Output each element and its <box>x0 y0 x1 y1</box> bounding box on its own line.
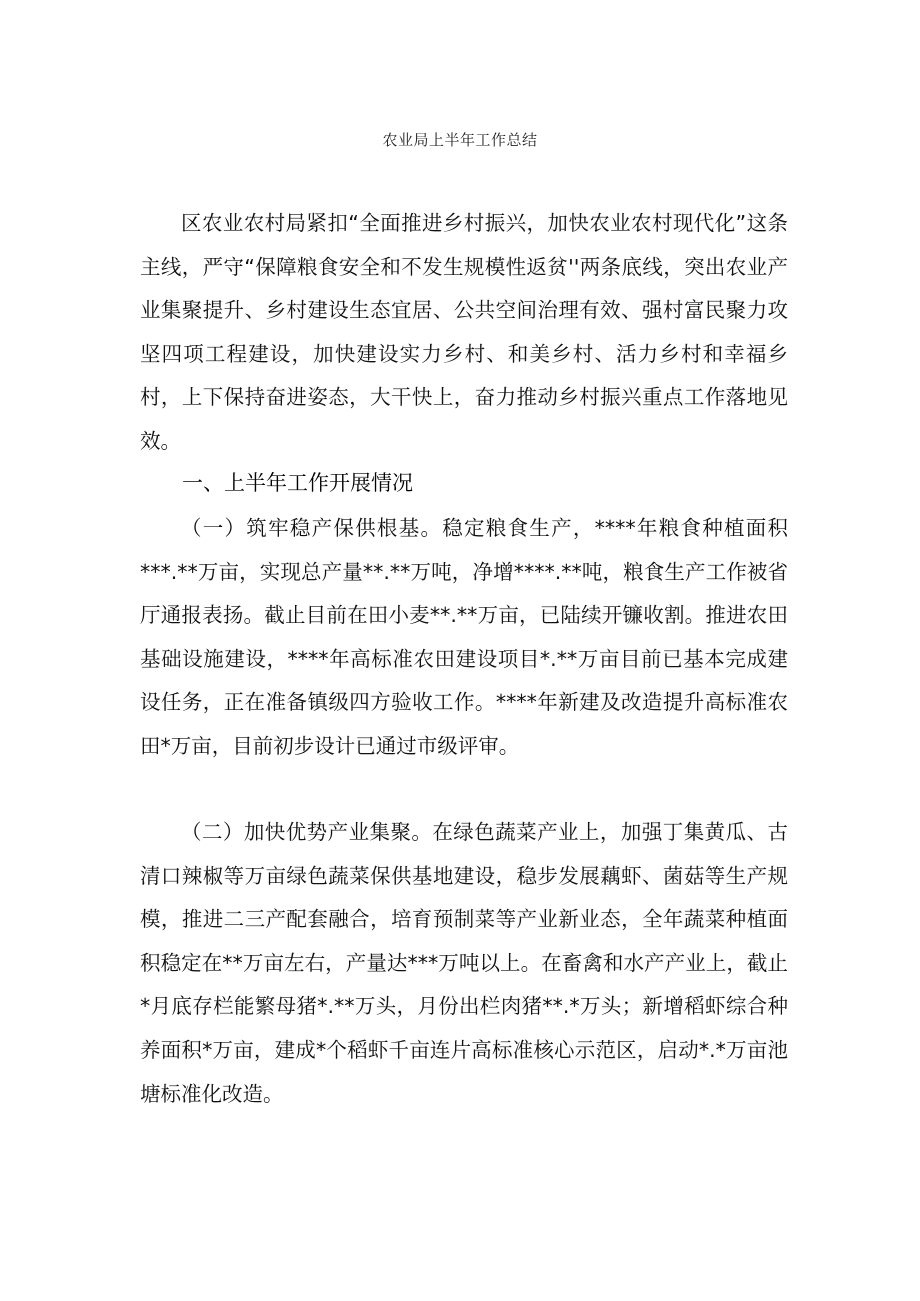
document-title: 农业局上半年工作总结 <box>382 131 538 149</box>
section-item-paragraph: （一）筑牢稳产保供根基。稳定粮食生产，****年粮食种植面积***.**万亩，实现总产量**.**万吨，净增****.**吨，粮食生产工作被省厅通报表扬。截止目前在田小麦**.**万亩，已陆续开镰收割。推进农田基础设施建设，****年高标准农田建设项目*.**万亩目前已基本完成建设任务，正在准备镇级四方验收工作。****年新建及改造提升高标准农田*万亩，目前初步设计已通过市级评审。 <box>140 516 788 758</box>
section-heading: 一、上半年工作开展情况 <box>182 471 413 495</box>
section-item-paragraph: （二）加快优势产业集聚。在绿色蔬菜产业上，加强丁集黄瓜、古清口辣椒等万亩绿色蔬菜保供基地建设，稳步发展藕虾、菌菇等生产规模，推进二三产配套融合，培育预制菜等产业新业态，全年蔬菜种植面积稳定在**万亩左右，产量达***万吨以上。在畜禽和水产产业上，截止*月底存栏能繁母猪*.**万头，月份出栏肉猪**.*万头；新增稻虾综合种养面积*万亩，建成*个稻虾千亩连片高标准核心示范区，启动*.*万亩池塘标准化改造。 <box>140 820 788 1106</box>
intro-paragraph: 区农业农村局紧扣“全面推进乡村振兴，加快农业农村现代化”这条主线，严守“保障粮食安全和不发生规模性返贫''两条底线，突出农业产业集聚提升、乡村建设生态宜居、公共空间治理有效、强村富民聚力攻坚四项工程建设，加快建设实力乡村、和美乡村、活力乡村和幸福乡村，上下保持奋进姿态，大干快上，奋力推动乡村振兴重点工作落地见效。 <box>140 211 788 453</box>
